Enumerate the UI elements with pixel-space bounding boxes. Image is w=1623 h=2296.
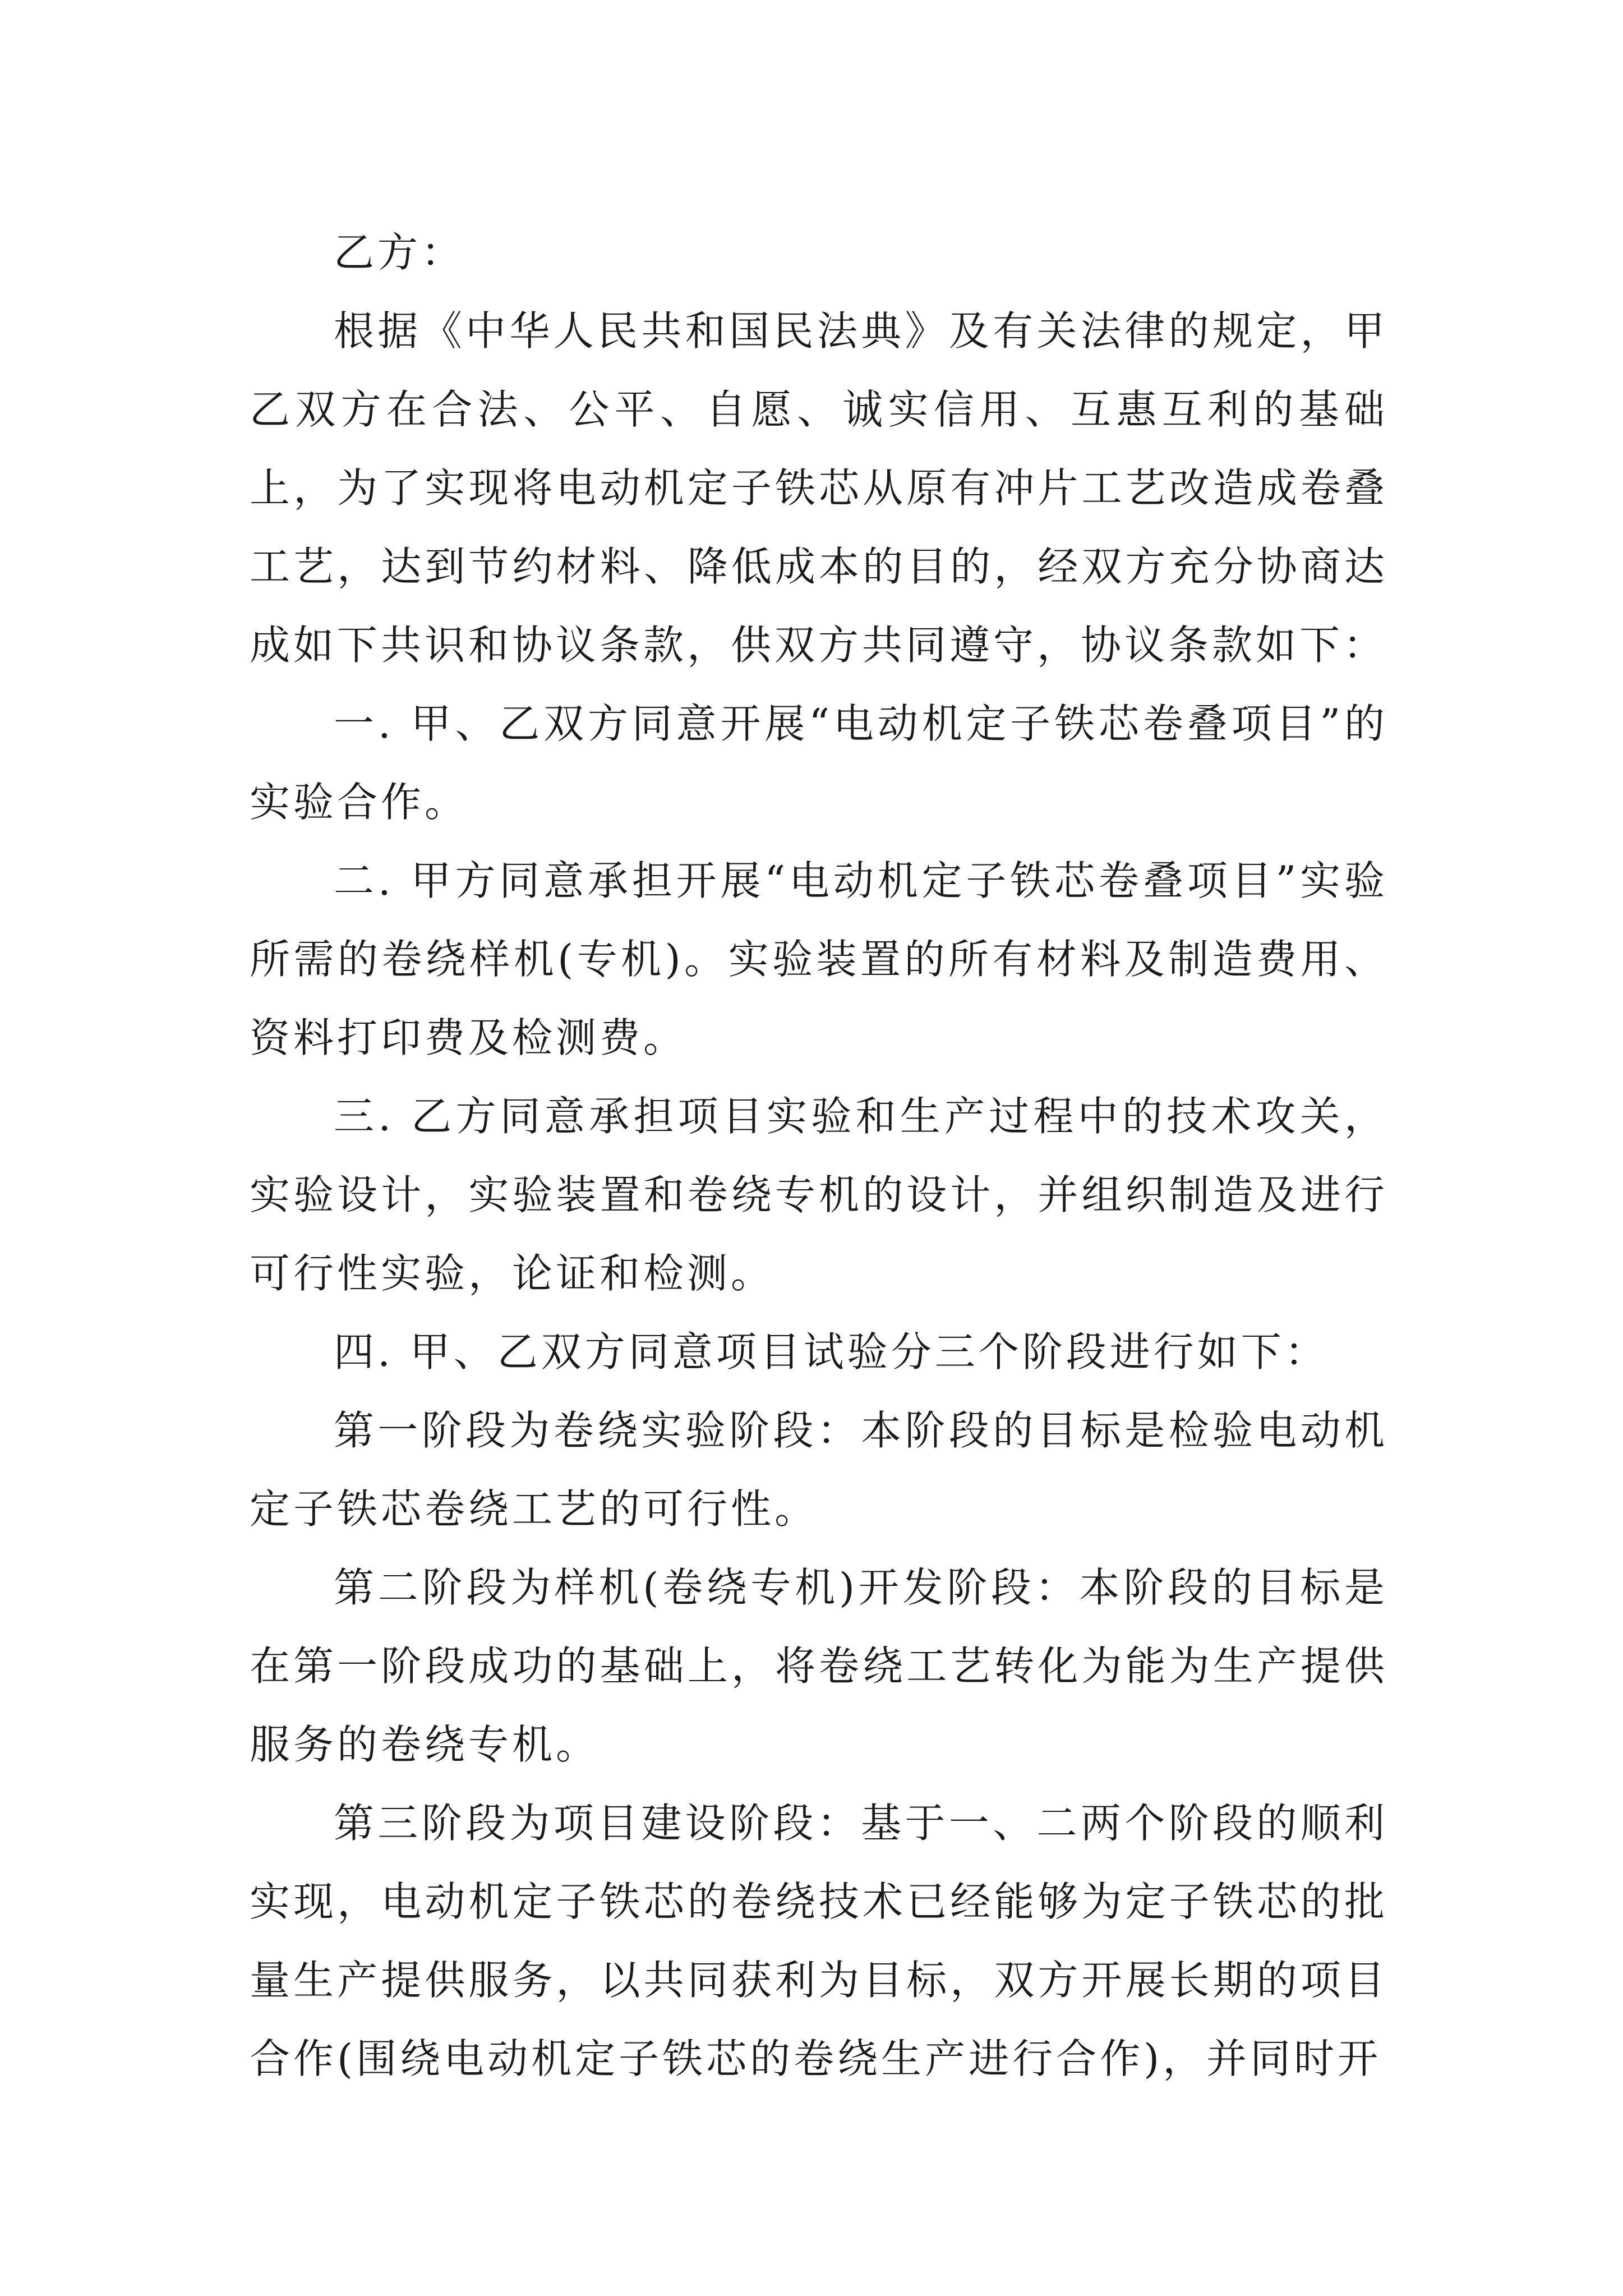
party-b-label: 乙方： bbox=[334, 229, 465, 276]
preamble-paragraph: 根据《中华人民共和国民法典》及有关法律的规定，甲乙双方在合法、公平、自愿、诚实信用、互惠互利的基础上，为了实现将电动机定子铁芯从原有冲片工艺改造成卷叠工艺，达到节约材料、降低成本的目的，经双方充分协商达成如下共识和协议条款，供双方共同遵守，协议条款如下： bbox=[250, 307, 1388, 669]
clause-2: 二. 甲方同意承担开展“电动机定子铁芯卷叠项目”实验所需的卷绕样机(专机)。实验装置的所有材料及制造费用、资料打印费及检测费。 bbox=[250, 857, 1388, 1061]
stage-3-paragraph: 第三阶段为项目建设阶段：基于一、二两个阶段的顺利实现，电动机定子铁芯的卷绕技术已经能够为定子铁芯的批量生产提供服务，以共同获利为目标，双方开展长期的项目合作(围绕电动机定子铁芯的卷绕生产进行合作)，并同时开 bbox=[250, 1800, 1388, 2082]
stage-1-paragraph: 第一阶段为卷绕实验阶段：本阶段的目标是检验电动机定子铁芯卷绕工艺的可行性。 bbox=[250, 1407, 1388, 1533]
clause-1: 一. 甲、乙双方同意开展“电动机定子铁芯卷叠项目”的实验合作。 bbox=[250, 700, 1388, 826]
stage-2-paragraph: 第二阶段为样机(卷绕专机)开发阶段：本阶段的目标是在第一阶段成功的基础上，将卷绕工艺转化为能为生产提供服务的卷绕专机。 bbox=[250, 1564, 1388, 1768]
clause-3: 三. 乙方同意承担项目实验和生产过程中的技术攻关，实验设计，实验装置和卷绕专机的设计，并组织制造及进行可行性实验，论证和检测。 bbox=[250, 1093, 1388, 1297]
document-body bbox=[250, 213, 1388, 2098]
clause-4: 四. 甲、乙双方同意项目试验分三个阶段进行如下： bbox=[334, 1328, 1329, 1375]
